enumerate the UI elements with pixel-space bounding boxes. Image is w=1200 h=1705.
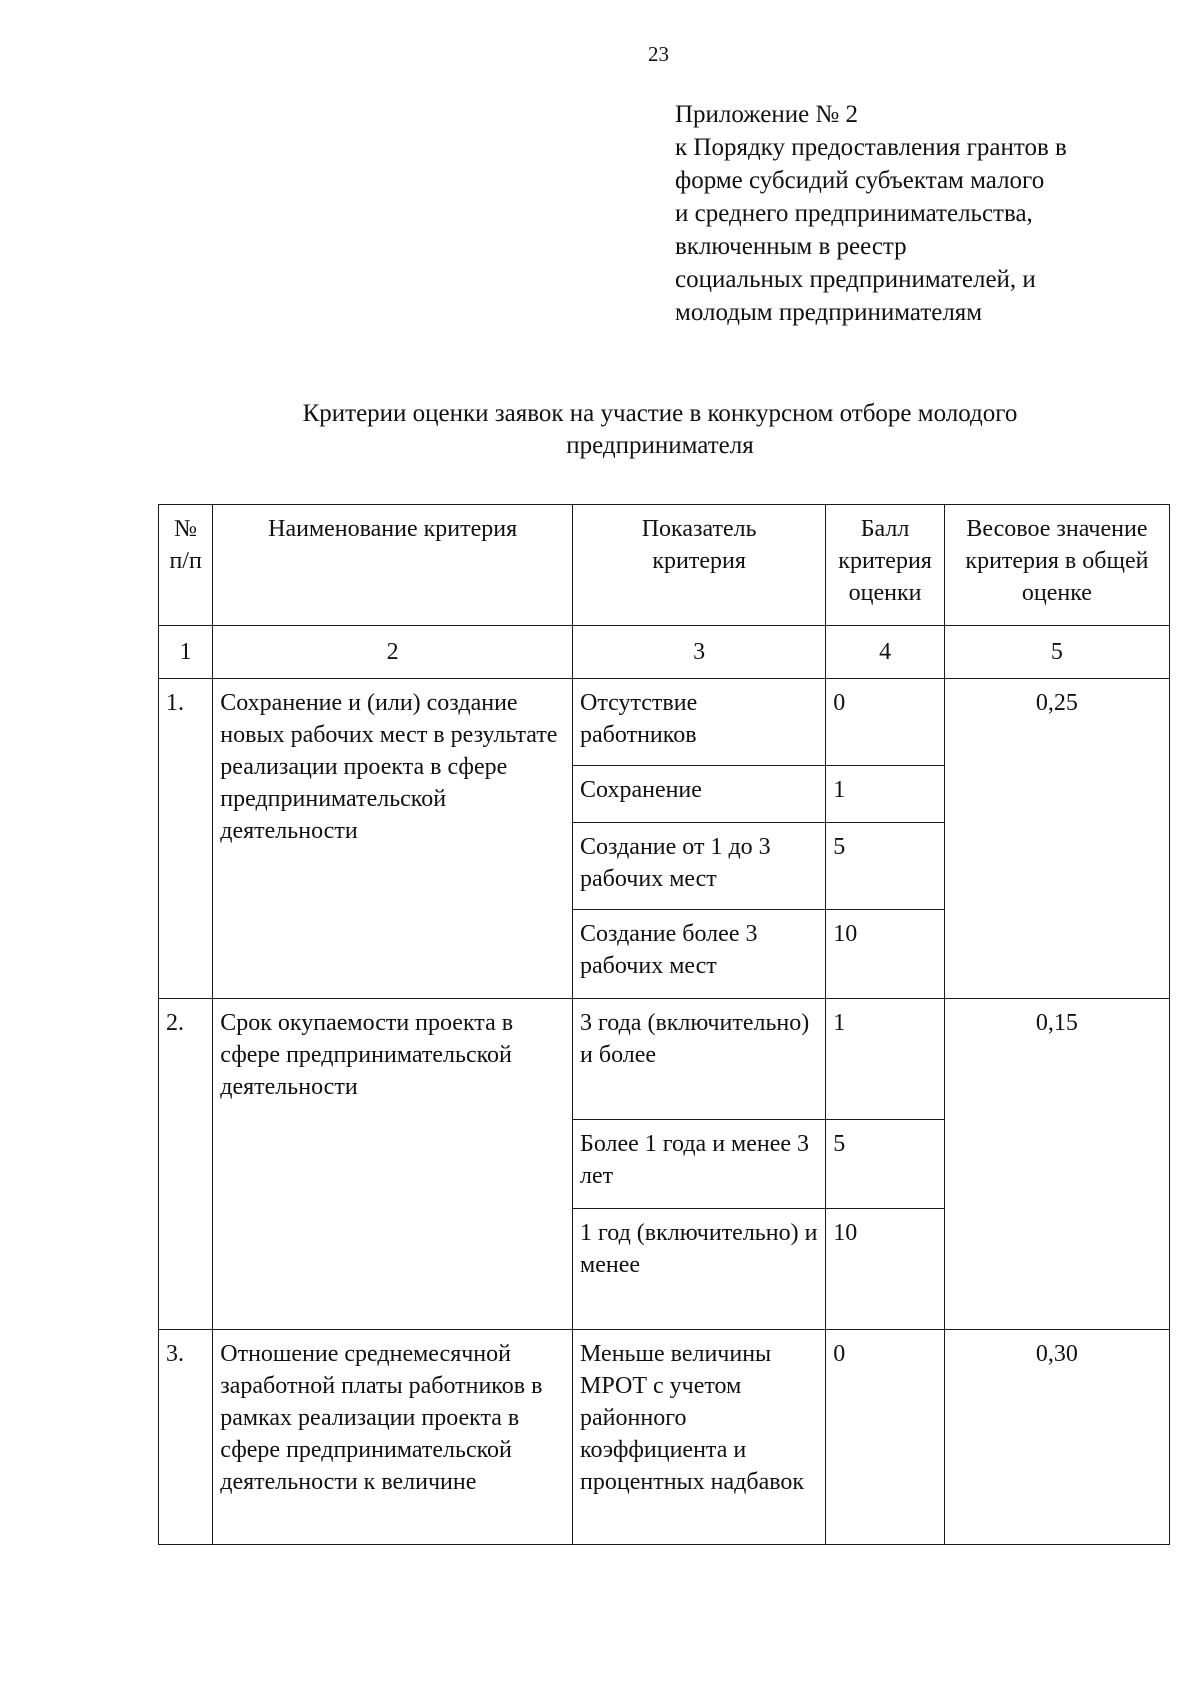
column-number: 4 xyxy=(826,626,945,679)
criterion-name: Срок окупаемости проекта в сфере предпринимательской деятельности xyxy=(213,999,573,1330)
document-title xyxy=(150,398,1170,462)
indicator-score: 1 xyxy=(826,999,945,1120)
criterion-number: 3. xyxy=(159,1330,213,1545)
indicator-score: 1 xyxy=(826,766,945,823)
header-name: Наименование критерия xyxy=(213,505,573,626)
indicator-score: 0 xyxy=(826,1330,945,1545)
criterion-weight: 0,15 xyxy=(944,999,1169,1330)
column-number: 1 xyxy=(159,626,213,679)
title-line: Критерии оценки заявок на участие в конкурсном отборе молодого xyxy=(302,400,1018,427)
table-row xyxy=(159,999,1170,1120)
criterion-number: 1. xyxy=(159,679,213,999)
column-number: 3 xyxy=(573,626,826,679)
indicator-score: 10 xyxy=(826,910,945,999)
appendix-reference xyxy=(675,98,1175,329)
appendix-line: Приложение № 2 xyxy=(675,101,859,128)
indicator-text: Более 1 года и менее 3 лет xyxy=(573,1120,826,1209)
appendix-line: форме субсидий субъектам малого xyxy=(675,167,1045,194)
header-num: № п/п xyxy=(159,505,213,626)
criterion-weight: 0,30 xyxy=(944,1330,1169,1545)
column-number: 5 xyxy=(944,626,1169,679)
indicator-text: Меньше величины МРОТ с учетом районного коэффициента и процентных надбавок xyxy=(573,1330,826,1545)
appendix-line: и среднего предпринимательства, xyxy=(675,200,1033,227)
indicator-text: Создание от 1 до 3 рабочих мест xyxy=(573,823,826,910)
appendix-line: к Порядку предоставления грантов в xyxy=(675,134,1067,161)
table-row xyxy=(159,679,1170,766)
indicator-text: Отсутствие работников xyxy=(573,679,826,766)
indicator-score: 5 xyxy=(826,823,945,910)
indicator-text: 3 года (включительно) и более xyxy=(573,999,826,1120)
criterion-name: Сохранение и (или) создание новых рабочих мест в результате реализации проекта в сфере предпринимательской деятельности xyxy=(213,679,573,999)
table-row xyxy=(159,1330,1170,1545)
page-number: 23 xyxy=(648,42,669,66)
header-weight: Весовое значение критерия в общей оценке xyxy=(944,505,1169,626)
header-indicator: Показатель критерия xyxy=(573,505,826,626)
indicator-score: 0 xyxy=(826,679,945,766)
indicator-text: Создание более 3 рабочих мест xyxy=(573,910,826,999)
criterion-weight: 0,25 xyxy=(944,679,1169,999)
criterion-name: Отношение среднемесячной заработной платы работников в рамках реализации проекта в сфере предпринимательской деятельности к величине xyxy=(213,1330,573,1545)
indicator-score: 5 xyxy=(826,1120,945,1209)
appendix-line: социальных предпринимателей, и xyxy=(675,266,1036,293)
appendix-line: молодым предпринимателям xyxy=(675,299,983,326)
column-number-row xyxy=(159,626,1170,679)
indicator-score: 10 xyxy=(826,1209,945,1330)
appendix-line: включенным в реестр xyxy=(675,233,907,260)
criterion-number: 2. xyxy=(159,999,213,1330)
header-score: Балл критерия оценки xyxy=(826,505,945,626)
title-line: предпринимателя xyxy=(566,432,754,459)
criteria-table xyxy=(158,504,1170,1545)
column-number: 2 xyxy=(213,626,573,679)
indicator-text: 1 год (включительно) и менее xyxy=(573,1209,826,1330)
indicator-text: Сохранение xyxy=(573,766,826,823)
table-header-row xyxy=(159,505,1170,626)
